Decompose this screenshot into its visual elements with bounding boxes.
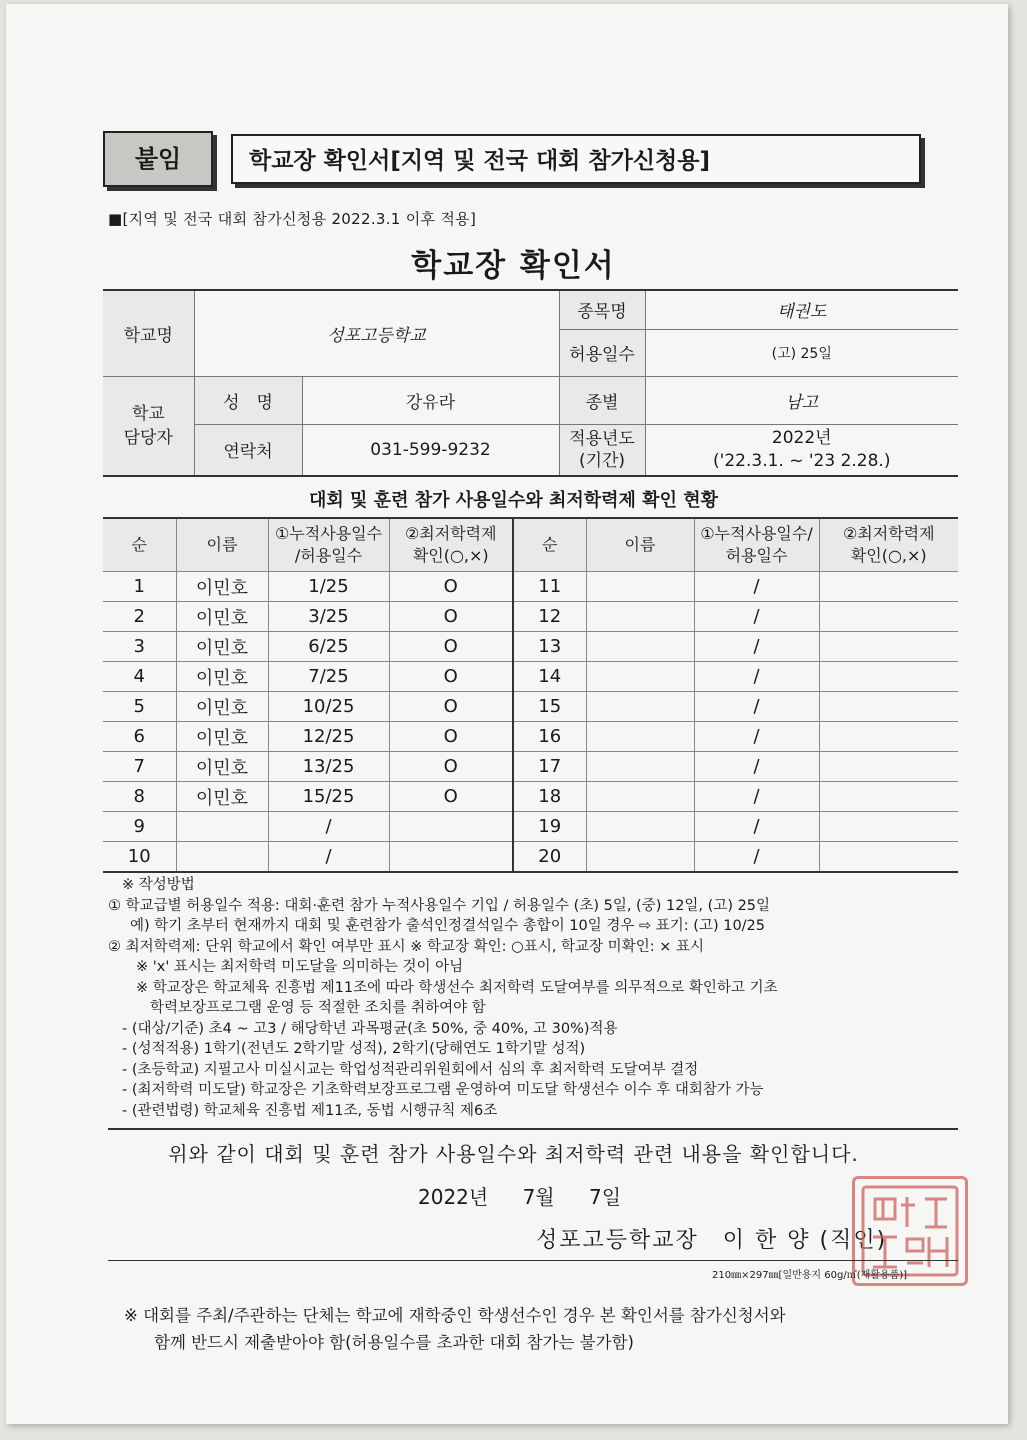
record-days-right: /	[694, 812, 819, 842]
record-days: 12/25	[268, 722, 389, 752]
record-name-right	[586, 812, 694, 842]
record-name: 이민호	[176, 722, 268, 752]
allowed-days-label: 허용일수	[559, 329, 645, 376]
issue-date: 2022년 7월 7일	[418, 1185, 622, 1209]
confirmation-statement: 위와 같이 대회 및 훈련 참가 사용일수와 최저학력 관련 내용을 확인합니다.	[168, 1142, 859, 1166]
record-name: 이민호	[176, 632, 268, 662]
method-1: ① 학교급별 허용일수 적용: 대회·훈련 참가 누적사용일수 기입 / 허용일수 (초) 5일, (중) 12일, (고) 25일	[108, 897, 771, 914]
record-name-right	[586, 722, 694, 752]
col-name: 이름	[176, 518, 268, 572]
record-days-right: /	[694, 572, 819, 602]
record-row	[103, 572, 958, 602]
record-no-right: 12	[513, 602, 586, 632]
col-cumulative: ①누적사용일수 /허용일수	[268, 518, 389, 572]
record-days-right: /	[694, 632, 819, 662]
method-detail-2: - (성적적용) 1학기(전년도 2학기말 성적), 2학기(당해연도 1학기말 성적)	[122, 1041, 586, 1057]
record-name-right	[586, 662, 694, 692]
record-no-right: 15	[513, 692, 586, 722]
school-value: 성포고등학교	[194, 290, 559, 376]
record-name-right	[586, 602, 694, 632]
record-no: 9	[103, 812, 176, 842]
col-name-right: 이름	[586, 518, 694, 572]
name-label: 성 명	[194, 376, 302, 424]
record-row	[103, 812, 958, 842]
period-value: ('22.3.1. ~ '23 2.28.)	[713, 450, 891, 471]
record-days-right: /	[694, 722, 819, 752]
principal-signature: 성포고등학교장 이 한 양 (직인)	[536, 1228, 888, 1253]
records-header-row	[103, 518, 958, 572]
contact-value: 031-599-9232	[302, 424, 559, 476]
record-confirm: O	[389, 692, 513, 722]
record-confirm: O	[389, 722, 513, 752]
record-confirm-right	[819, 782, 958, 812]
method-note-2-cont: 학력보장프로그램 운영 등 적절한 조치를 취하여야 함	[150, 1000, 486, 1016]
method-detail-3: - (초등학교) 지필고사 미실시교는 학업성적관리위원회에서 심의 후 최저학력 도달여부 결정	[122, 1061, 699, 1078]
record-row	[103, 842, 958, 873]
record-confirm: O	[389, 662, 513, 692]
record-no: 4	[103, 662, 176, 692]
method-note-1: ※ 'x' 표시는 최저학력 미도달을 의미하는 것이 아님	[136, 959, 464, 975]
record-name: 이민호	[176, 572, 268, 602]
record-days-right: /	[694, 602, 819, 632]
document-title: 학교장 확인서	[411, 248, 616, 284]
header-title: 학교장 확인서[지역 및 전국 대회 참가신청용]	[231, 134, 921, 184]
record-name: 이민호	[176, 692, 268, 722]
record-confirm-right	[819, 692, 958, 722]
record-confirm-right	[819, 812, 958, 842]
record-confirm: O	[389, 572, 513, 602]
record-confirm	[389, 812, 513, 842]
manager-label: 학교 담당자	[103, 376, 194, 476]
paper-spec: 210㎜×297㎜[일반용지 60g/㎡(재활용품)]	[712, 1270, 908, 1281]
record-no-right: 13	[513, 632, 586, 662]
record-confirm: O	[389, 602, 513, 632]
record-days-right: /	[694, 752, 819, 782]
sport-value: 태권도	[645, 290, 958, 329]
record-no: 3	[103, 632, 176, 662]
method-note-2: ※ 학교장은 학교체육 진흥법 제11조에 따라 학생선수 최저학력 도달여부를 의무적으로 확인하고 기초	[136, 979, 778, 996]
record-confirm-right	[819, 752, 958, 782]
record-no-right: 11	[513, 572, 586, 602]
record-no-right: 19	[513, 812, 586, 842]
record-days: /	[268, 812, 389, 842]
method-detail-4: - (최저학력 미도달) 학교장은 기초학력보장프로그램 운영하여 미도달 학생선수 이수 후 대회참가 가능	[122, 1082, 764, 1098]
record-confirm: O	[389, 632, 513, 662]
record-no: 5	[103, 692, 176, 722]
record-days: 3/25	[268, 602, 389, 632]
school-label: 학교명	[103, 290, 194, 376]
method-detail-1: - (대상/기준) 초4 ~ 고3 / 해당학년 과목평균(초 50%, 중 40%, 고 30%)적용	[122, 1020, 618, 1037]
record-name: 이민호	[176, 602, 268, 632]
record-no-right: 17	[513, 752, 586, 782]
col-cumulative-right: ①누적사용일수/ 허용일수	[694, 518, 819, 572]
record-name-right	[586, 842, 694, 873]
col-no: 순	[103, 518, 176, 572]
separator-line	[108, 1128, 958, 1130]
record-name	[176, 812, 268, 842]
col-confirm-right: ②최저학력제 확인(○,×)	[819, 518, 958, 572]
record-name-right	[586, 692, 694, 722]
record-confirm: O	[389, 782, 513, 812]
record-no: 6	[103, 722, 176, 752]
submission-note-line-2: 함께 반드시 제출받아야 함(허용일수를 초과한 대회 참가는 불가함)	[154, 1333, 634, 1352]
manager-name: 강유라	[302, 376, 559, 424]
method-2: ② 최저학력제: 단위 학교에서 확인 여부만 표시 ※ 학교장 확인: ○표시, 학교장 미확인: × 표시	[108, 938, 704, 955]
record-no-right: 14	[513, 662, 586, 692]
record-days-right: /	[694, 662, 819, 692]
writing-method	[108, 875, 958, 1121]
record-row	[103, 602, 958, 632]
col-no-right: 순	[513, 518, 586, 572]
record-name-right	[586, 752, 694, 782]
record-name: 이민호	[176, 752, 268, 782]
record-name: 이민호	[176, 782, 268, 812]
sport-label: 종목명	[559, 290, 645, 329]
record-days: /	[268, 842, 389, 873]
records-title: 대회 및 훈련 참가 사용일수와 최저학력제 확인 현황	[308, 490, 718, 511]
record-confirm-right	[819, 632, 958, 662]
record-days: 1/25	[268, 572, 389, 602]
record-name-right	[586, 632, 694, 662]
col-confirm: ②최저학력제 확인(○,×)	[389, 518, 513, 572]
record-no-right: 20	[513, 842, 586, 873]
submission-note-line-1: ※ 대회를 주최/주관하는 단체는 학교에 재학중인 학생선수인 경우 본 확인서를 참가신청서와	[124, 1306, 786, 1325]
record-row	[103, 662, 958, 692]
record-days-right: /	[694, 692, 819, 722]
records-table	[103, 517, 958, 873]
record-confirm-right	[819, 722, 958, 752]
record-name-right	[586, 572, 694, 602]
record-no-right: 18	[513, 782, 586, 812]
info-table	[103, 289, 958, 477]
category-label: 종별	[559, 376, 645, 424]
allowed-days-value: (고) 25일	[645, 329, 958, 376]
record-row	[103, 752, 958, 782]
method-1-example: 예) 학기 초부터 현재까지 대회 및 훈련참가 출석인정결석일수 총합이 10일 경우 ⇨ 표기: (고) 10/25	[130, 918, 766, 934]
attachment-label: 붙임	[103, 131, 213, 187]
category-value: 남고	[645, 376, 958, 424]
record-confirm-right	[819, 602, 958, 632]
submission-note	[124, 1302, 944, 1356]
year-cell	[645, 424, 958, 476]
record-no: 8	[103, 782, 176, 812]
record-days: 10/25	[268, 692, 389, 722]
applicability-note: ■[지역 및 전국 대회 참가신청용 2022.3.1 이후 적용]	[108, 210, 477, 228]
year-label: 적용년도 (기간)	[559, 424, 645, 476]
record-no: 1	[103, 572, 176, 602]
record-days-right: /	[694, 782, 819, 812]
record-name	[176, 842, 268, 873]
record-days: 13/25	[268, 752, 389, 782]
record-name-right	[586, 782, 694, 812]
record-no: 10	[103, 842, 176, 873]
year-value: 2022년	[771, 427, 832, 448]
records-body	[103, 572, 958, 873]
record-days: 15/25	[268, 782, 389, 812]
method-heading: ※ 작성방법	[122, 877, 195, 893]
method-detail-5: - (관련법령) 학교체육 진흥법 제11조, 동법 시행규칙 제6조	[122, 1102, 498, 1119]
record-no-right: 16	[513, 722, 586, 752]
record-days: 6/25	[268, 632, 389, 662]
record-row	[103, 722, 958, 752]
record-no: 2	[103, 602, 176, 632]
record-days: 7/25	[268, 662, 389, 692]
record-row	[103, 692, 958, 722]
record-confirm: O	[389, 752, 513, 782]
record-confirm-right	[819, 572, 958, 602]
footer-line	[108, 1260, 958, 1261]
record-name: 이민호	[176, 662, 268, 692]
contact-label: 연락처	[194, 424, 302, 476]
record-row	[103, 632, 958, 662]
record-confirm-right	[819, 842, 958, 873]
record-confirm	[389, 842, 513, 873]
record-row	[103, 782, 958, 812]
record-days-right: /	[694, 842, 819, 873]
record-confirm-right	[819, 662, 958, 692]
record-no: 7	[103, 752, 176, 782]
